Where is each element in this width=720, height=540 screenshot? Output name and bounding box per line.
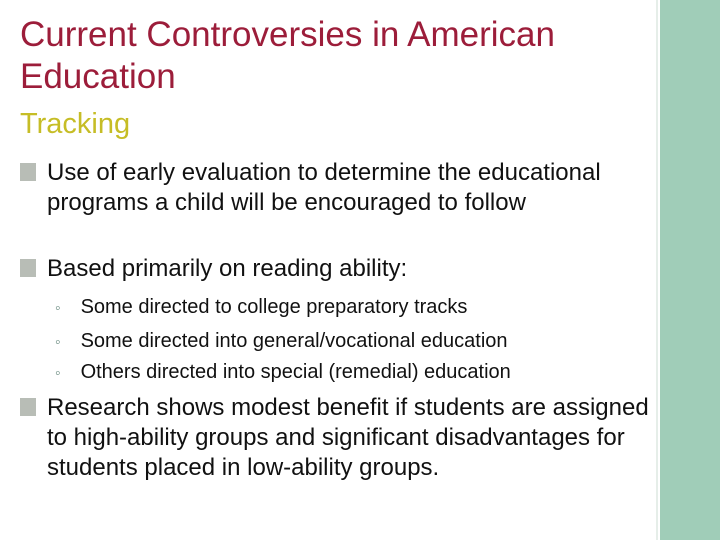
sub-bullet-text: Some directed to college preparatory tracks <box>80 296 468 318</box>
sub-bullet-text: Others directed into special (remedial) education <box>80 361 511 383</box>
bullet-text: Based primarily on reading ability: <box>47 255 408 282</box>
slide-subtitle: Tracking <box>20 108 131 140</box>
sub-bullet-item-2 <box>55 326 508 358</box>
circle-bullet-icon: ◦ <box>55 300 61 317</box>
sub-bullet-item-3 <box>55 357 511 389</box>
slide-title: Current Controversies in American Education <box>20 15 555 96</box>
square-bullet-icon <box>20 259 36 277</box>
bullet-text: Use of early evaluation to determine the educational programs a child will be encouraged to follow <box>47 159 601 216</box>
circle-bullet-icon: ◦ <box>55 334 61 351</box>
bullet-item-2 <box>20 254 660 284</box>
sub-bullet-item-1 <box>55 292 467 324</box>
side-bar-divider <box>656 0 658 540</box>
square-bullet-icon <box>20 163 36 181</box>
decorative-side-bar <box>660 0 720 540</box>
bullet-item-3 <box>20 393 660 483</box>
sub-bullet-text: Some directed into general/vocational education <box>80 330 508 352</box>
bullet-item-1 <box>20 158 660 218</box>
circle-bullet-icon: ◦ <box>55 365 61 382</box>
bullet-text: Research shows modest benefit if students are assigned to high-ability groups and significant disadvantages for students placed in low-ability groups. <box>47 394 649 481</box>
square-bullet-icon <box>20 398 36 416</box>
